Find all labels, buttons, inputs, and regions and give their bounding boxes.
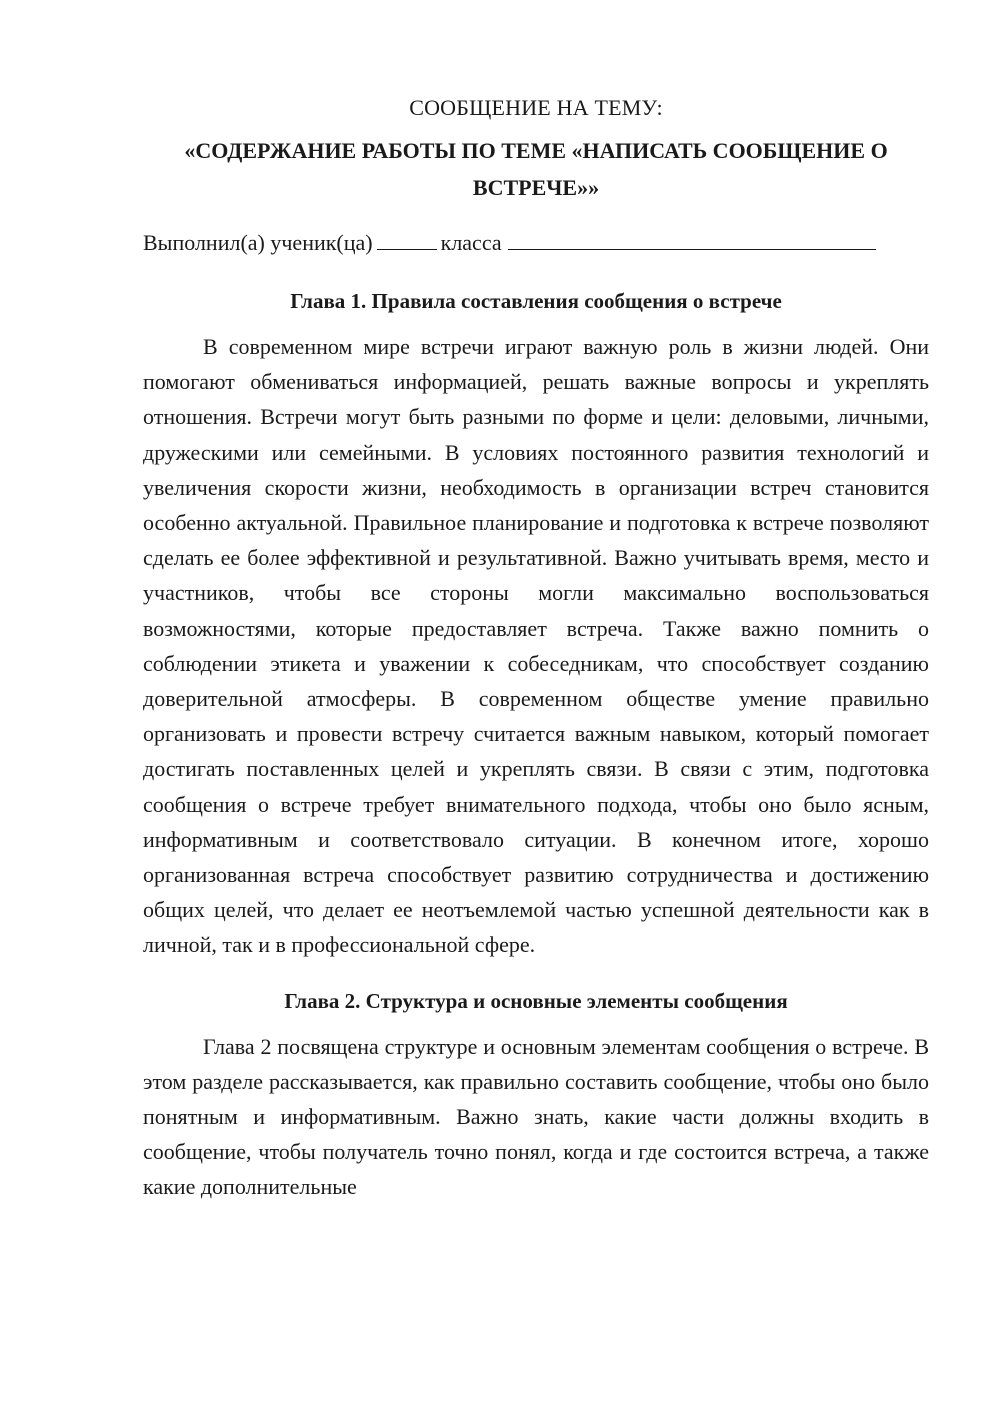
class-label: класса (440, 230, 502, 255)
chapter-2-heading: Глава 2. Структура и основные элементы сообщения (284, 988, 788, 1013)
author-line (143, 225, 929, 261)
chapter-1-paragraph: В современном мире встречи играют важную роль в жизни людей. Они помогают обмениваться информацией, решать важные вопросы и укреплять отношения. Встречи могут быть разными по форме и цели: деловыми, личными, дружескими или семейными. В условиях постоянного развития технологий и увеличения скорости жизни, необходимость в организации встреч становится особенно актуальной. Правильное планирование и подготовка к встрече позволяют сделать ее более эффективной и результативной. Важно учитывать время, место и участников, чтобы все стороны могли максимально воспользоваться возможностями, которые предоставляет встреча. Также важно помнить о соблюдении этикета и уважении к собеседникам, что способствует созданию доверительной атмосферы. В современном обществе умение правильно организовать и провести встречу считается важным навыком, который помогает достигать поставленных целей и укреплять связи. В связи с этим, подготовка сообщения о встрече требует внимательного подхода, чтобы оно было ясным, информативным и соответствовало ситуации. В конечном итоге, хорошо организованная встреча способствует развитию сотрудничества и достижению общих целей, что делает ее неотъемлемой частью успешной деятельности как в личной, так и в профессиональной сфере. (143, 334, 929, 958)
student-name-blank (508, 225, 876, 250)
document-page (143, 90, 929, 1205)
class-number-blank (377, 225, 437, 250)
chapter-2-paragraph: Глава 2 посвящена структуре и основным элементам сообщения о встрече. В этом разделе рассказывается, как правильно составить сообщение, чтобы оно было понятным и информативным. Важно знать, какие части должны входить в сообщение, чтобы получатель точно понял, когда и где состоится встреча, а также какие дополнительные (143, 1033, 929, 1200)
document-title: «СОДЕРЖАНИЕ РАБОТЫ ПО ТЕМЕ «НАПИСАТЬ СООБЩЕНИЕ О ВСТРЕЧЕ»» (184, 138, 888, 200)
document-type: СООБЩЕНИЕ НА ТЕМУ: (409, 95, 663, 120)
performed-by-label: Выполнил(а) ученик(ца) (143, 230, 373, 255)
chapter-1-heading: Глава 1. Правила составления сообщения о встрече (290, 289, 782, 313)
